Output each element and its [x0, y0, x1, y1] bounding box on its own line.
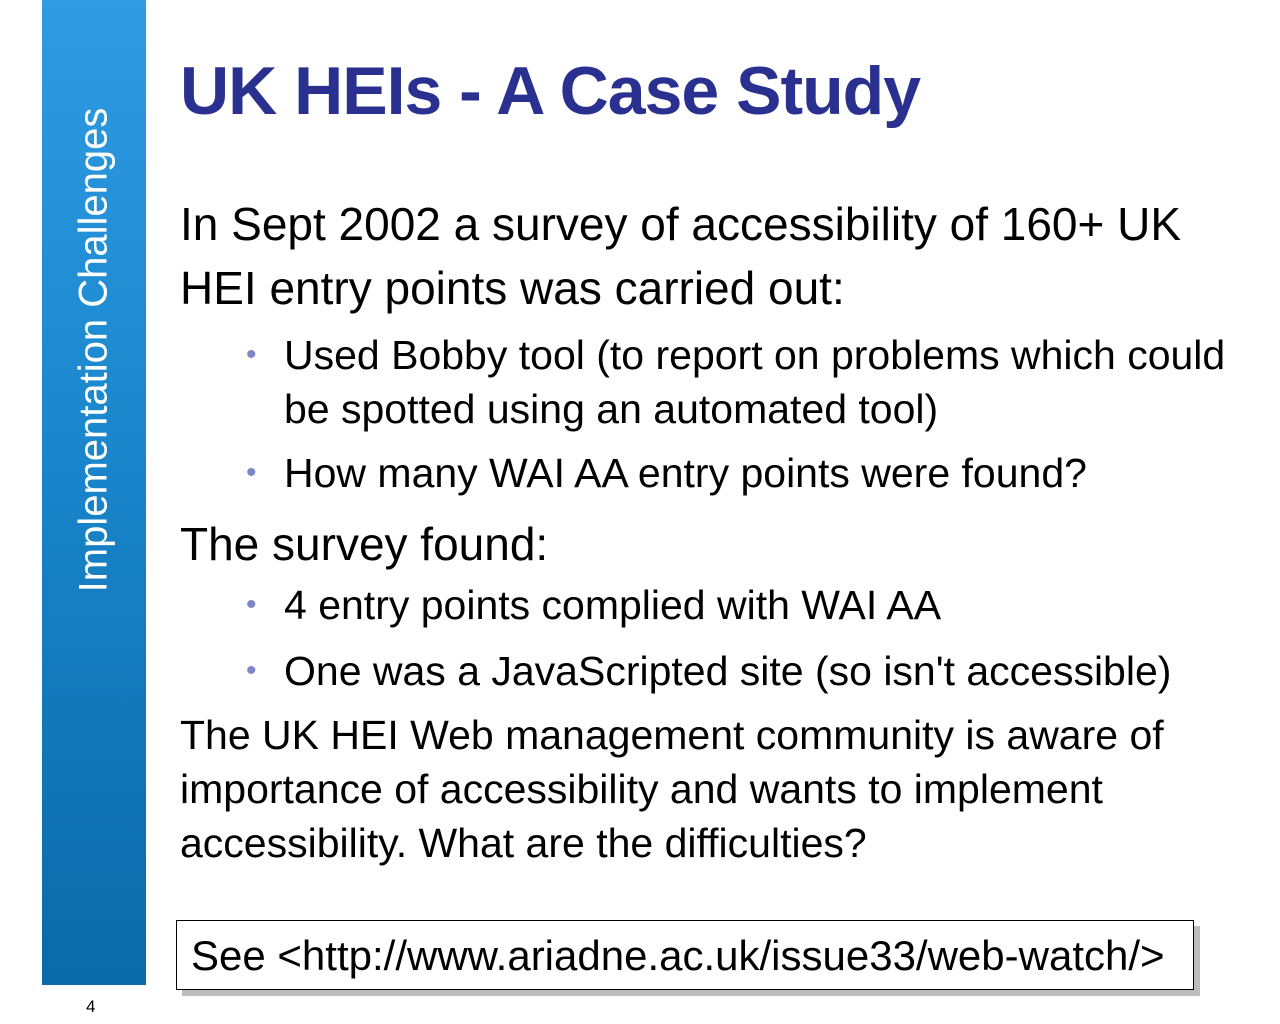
- bullet-text: One was a JavaScripted site (so isn't accessible): [284, 648, 1172, 694]
- bullet-icon: •: [246, 338, 257, 371]
- bullet-icon: •: [246, 588, 257, 621]
- intro-bullet-list: [180, 328, 1240, 500]
- conclusion-paragraph: The UK HEI Web management community is aware of importance of accessibility and wants to implement accessibility. What are the difficulties?: [180, 712, 1164, 866]
- bullet-icon: •: [246, 456, 257, 489]
- bullet-text: How many WAI AA entry points were found?: [284, 450, 1087, 496]
- slide-body: [180, 192, 1240, 870]
- bullet-text: Used Bobby tool (to report on problems which could be spotted using an automated tool): [284, 332, 1226, 432]
- findings-heading: The survey found:: [180, 518, 549, 570]
- reference-link-box[interactable]: See <http://www.ariadne.ac.uk/issue33/web-watch/>: [176, 920, 1194, 990]
- intro-paragraph: In Sept 2002 a survey of accessibility of 160+ UK HEI entry points was carried out:: [180, 198, 1182, 314]
- findings-bullet-list: [180, 578, 1240, 698]
- list-item: [180, 644, 1240, 698]
- bullet-text: 4 entry points complied with WAI AA: [284, 582, 942, 628]
- section-label: Implementation Challenges: [71, 107, 116, 593]
- list-item: [180, 446, 1240, 500]
- bullet-icon: •: [246, 654, 257, 687]
- page-number: 4: [86, 997, 96, 1016]
- slide-title: UK HEIs - A Case Study: [180, 53, 921, 129]
- list-item: [180, 328, 1240, 436]
- list-item: [180, 578, 1240, 632]
